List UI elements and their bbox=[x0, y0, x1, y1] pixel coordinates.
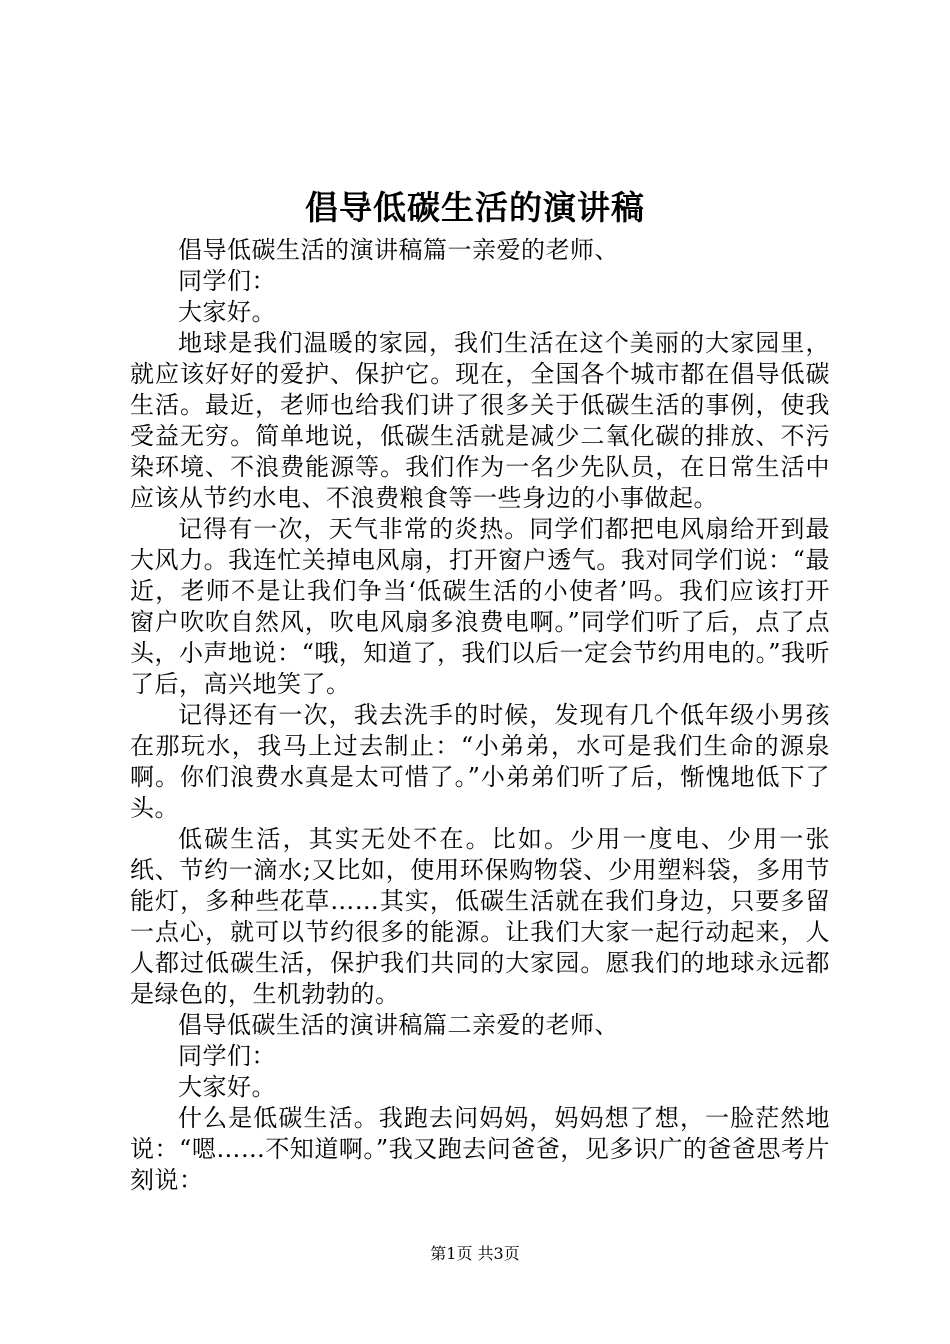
document-body bbox=[130, 235, 830, 1196]
paragraph-4: 地球是我们温暖的家园，我们生活在这个美丽的大家园里，就应该好好的爱护、保护它。现在，全国各个城市都在倡导低碳生活。最近，老师也给我们讲了很多关于低碳生活的事例，使我受益无穷。简单地说，低碳生活就是减少二氧化碳的排放、不污染环境、不浪费能源等。我们作为一名少先队员，在日常生活中应该从节约水电、不浪费粮食等一些身边的小事做起。 bbox=[130, 329, 830, 512]
paragraph-11: 什么是低碳生活。我跑去问妈妈，妈妈想了想，一脸茫然地说：“嗯……不知道啊。”我又跑去问爸爸，见多识广的爸爸思考片刻说： bbox=[130, 1104, 830, 1194]
paragraph-10: 大家好。 bbox=[178, 1073, 276, 1101]
paragraph-3: 大家好。 bbox=[178, 298, 276, 326]
document-title: 倡导低碳生活的演讲稿 bbox=[305, 188, 645, 227]
page-number-footer: 第1页 共3页 bbox=[430, 1244, 520, 1263]
paragraph-5: 记得有一次，天气非常的炎热。同学们都把电风扇给开到最大风力。我连忙关掉电风扇，打开窗户透气。我对同学们说：“最近，老师不是让我们争当‘低碳生活的小使者’吗。我们应该打开窗户吹吹自然风，吹电风扇多浪费电啊。”同学们听了后，点了点头，小声地说：“哦，知道了，我们以后一定会节约用电的。”我听了后，高兴地笑了。 bbox=[130, 515, 830, 698]
paragraph-1: 倡导低碳生活的演讲稿篇一亲爱的老师、 bbox=[178, 236, 619, 264]
paragraph-7: 低碳生活，其实无处不在。比如。少用一度电、少用一张纸、节约一滴水;又比如，使用环保购物袋、少用塑料袋，多用节能灯，多种些花草……其实，低碳生活就在我们身边，只要多留一点心，就可以节约很多的能源。让我们大家一起行动起来，人人都过低碳生活，保护我们共同的大家园。愿我们的地球永远都是绿色的，生机勃勃的。 bbox=[130, 825, 830, 1008]
paragraph-6: 记得还有一次，我去洗手的时候，发现有几个低年级小男孩在那玩水，我马上过去制止：“小弟弟，水可是我们生命的源泉啊。你们浪费水真是太可惜了。”小弟弟们听了后，惭愧地低下了头。 bbox=[130, 701, 830, 822]
paragraph-2: 同学们： bbox=[178, 267, 276, 295]
paragraph-8: 倡导低碳生活的演讲稿篇二亲爱的老师、 bbox=[178, 1011, 619, 1039]
paragraph-9: 同学们： bbox=[178, 1042, 276, 1070]
